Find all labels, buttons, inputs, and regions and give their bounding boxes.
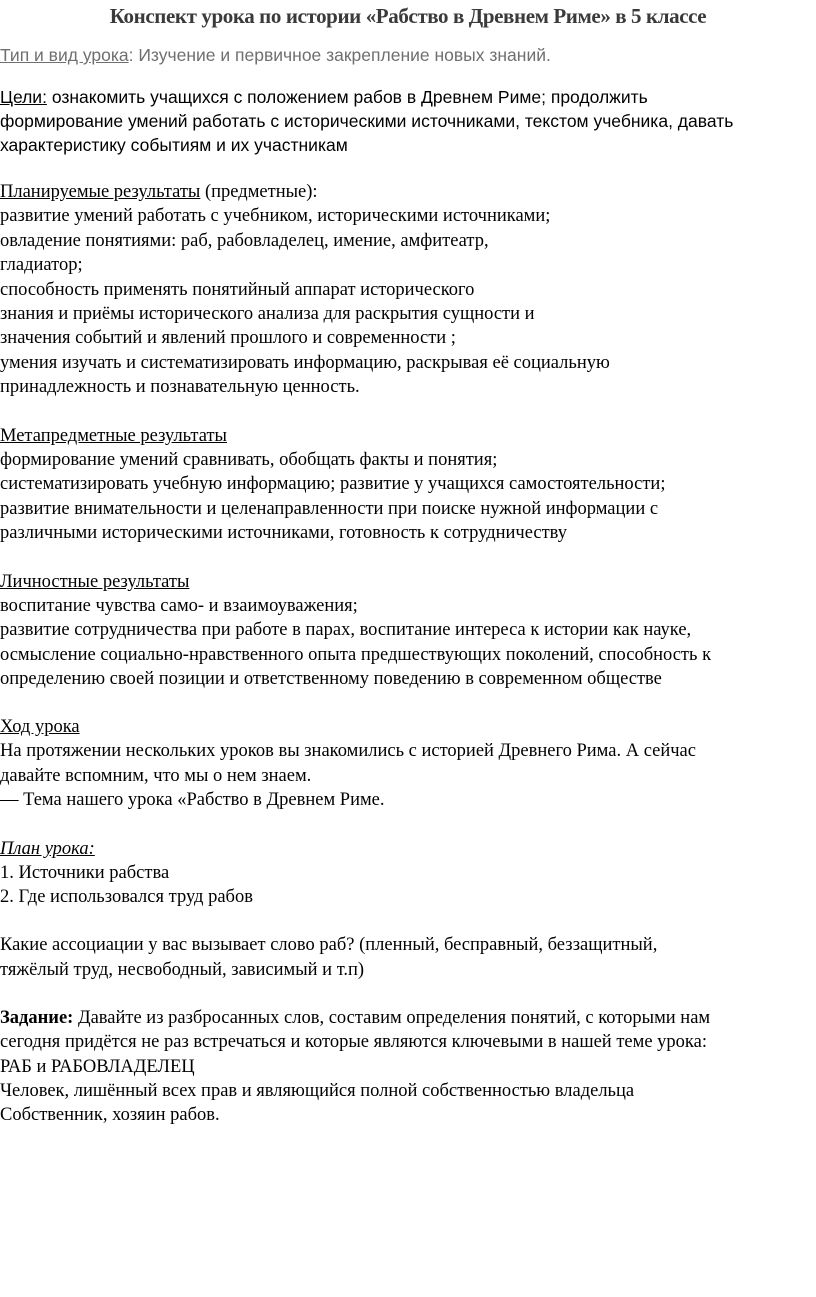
meta-results-line: систематизировать учебную информацию; развитие у учащихся самостоятельности; [0,474,666,494]
lesson-flow-heading: Ход урока [0,717,80,737]
associations-line: тяжёлый труд, несвободный, зависимый и т.п) [0,960,365,980]
meta-results-heading: Метапредметные результаты [0,426,227,446]
plan-heading: План урока: [0,839,95,859]
goals-line-1: Цели: ознакомить учащихся с положением рабов в Древнем Риме; продолжить [0,87,648,107]
lesson-flow-line: — Тема нашего урока «Рабство в Древнем Риме. [0,790,385,810]
subject-results-line: принадлежность и познавательную ценность. [0,377,360,397]
lesson-type [0,45,551,66]
associations-line: Какие ассоциации у вас вызывает слово раб? (пленный, бесправный, беззащитный, [0,935,658,955]
task-line: Собственник, хозяин рабов. [0,1105,220,1125]
page-title: Конспект урока по истории «Рабство в Древнем Риме» в 5 классе [109,4,707,28]
plan-item: 1. Источники рабства [0,863,170,883]
lesson-type-label: Тип и вид урока [0,45,129,65]
subject-results-line: значения событий и явлений прошлого и современности ; [0,328,456,348]
subject-results-line: овладение понятиями: раб, рабовладелец, имение, амфитеатр, [0,231,489,251]
subject-results-line: развитие умений работать с учебником, историческими источниками; [0,206,551,226]
personal-results-heading: Личностные результаты [0,572,190,592]
lesson-type-text: : Изучение и первичное закрепление новых знаний. [128,45,551,65]
goals-line-2: формирование умений работать с историческими источниками, текстом учебника, давать [0,111,734,131]
meta-results-line: различными историческими источниками, готовность к сотрудничеству [0,523,568,543]
personal-results-line: воспитание чувства само- и взаимоуважения; [0,596,358,616]
subject-results-line: умения изучать и систематизировать информацию, раскрывая её социальную [0,353,610,373]
subject-results-heading: Планируемые результаты (предметные): [0,182,318,202]
subject-results-line: гладиатор; [0,255,83,275]
task-line: сегодня придётся не раз встречаться и которые являются ключевыми в нашей теме урока: [0,1032,707,1052]
personal-results-line: определению своей позиции и ответственному поведению в современном обществе [0,669,662,689]
plan-item: 2. Где использовался труд рабов [0,887,253,907]
lesson-flow-line: давайте вспомним, что мы о нем знаем. [0,766,312,786]
meta-results-line: развитие внимательности и целенаправленности при поиске нужной информации с [0,499,659,519]
task-line: РАБ и РАБОВЛАДЕЛЕЦ [0,1057,195,1077]
subject-results-line: способность применять понятийный аппарат исторического [0,280,475,300]
personal-results-line: развитие сотрудничества при работе в парах, воспитание интереса к истории как науке, [0,620,692,640]
subject-results-line: знания и приёмы исторического анализа для раскрытия сущности и [0,304,535,324]
task-line: Человек, лишённый всех прав и являющийся полной собственностью владельца [0,1081,635,1101]
task-line-1: Задание: Давайте из разбросанных слов, составим определения понятий, с которыми нам [0,1008,711,1028]
meta-results-line: формирование умений сравнивать, обобщать факты и понятия; [0,450,498,470]
task-label: Задание: [0,1008,74,1028]
personal-results-line: осмысление социально-нравственного опыта предшествующих поколений, способность к [0,645,712,665]
goals-line-3: характеристику событиям и их участникам [0,135,348,155]
lesson-flow-line: На протяжении нескольких уроков вы знакомились с историей Древнего Рима. А сейчас [0,741,696,761]
goals-label: Цели: [0,87,47,107]
